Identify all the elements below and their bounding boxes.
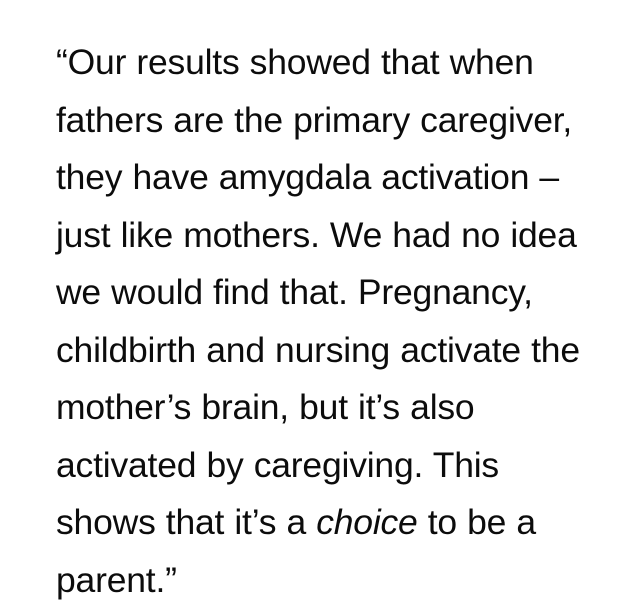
quotation-text [56, 34, 585, 609]
quotation-emphasized-word: choice [316, 502, 418, 542]
quotation-text-part-2: to be a parent.” [56, 502, 536, 600]
quotation-text-part-1: “Our results showed that when fathers are the primary caregiver, they have amygdala activation – just like mothers. We had no idea we would find that. Pregnancy, childbirth and nursing activate the mother’s brain, but it’s also activated by caregiving. This shows that it’s a [56, 42, 580, 542]
